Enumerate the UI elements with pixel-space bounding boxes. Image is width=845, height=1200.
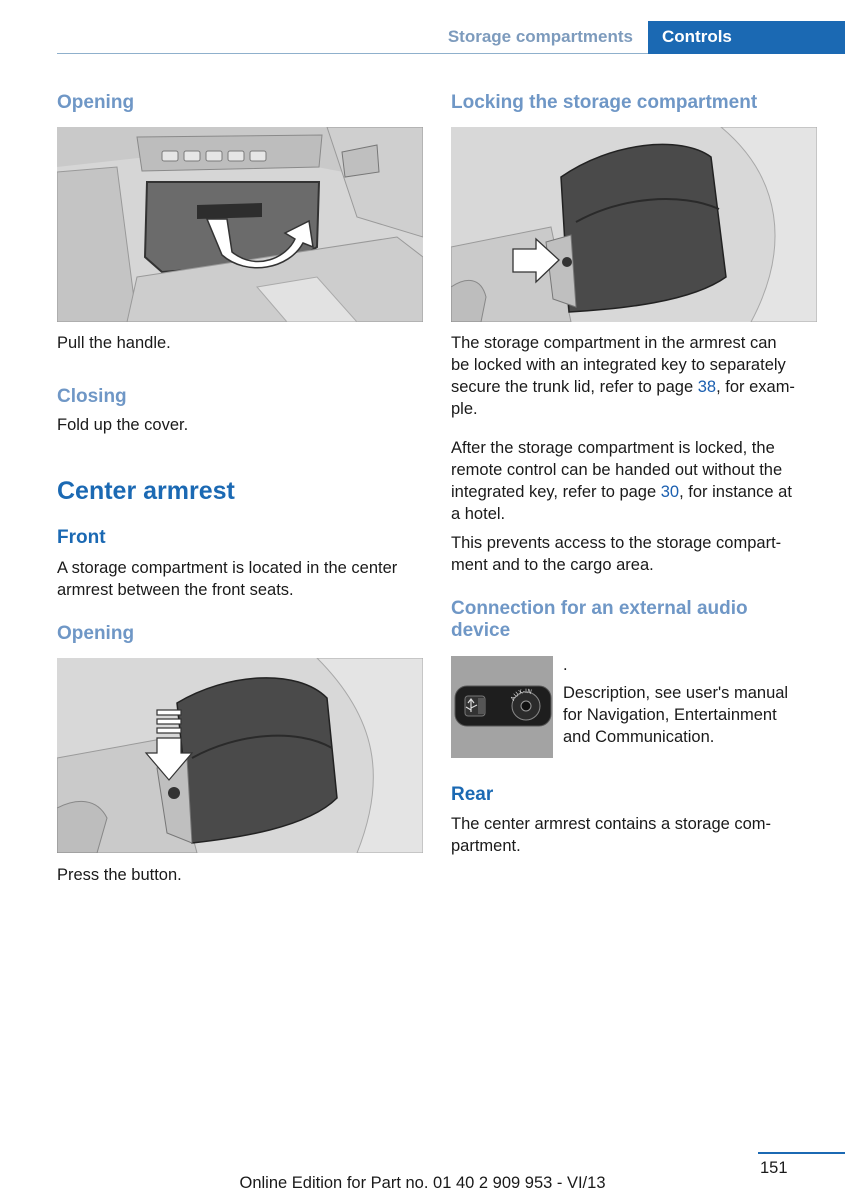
closing-heading: Closing: [57, 386, 127, 407]
page-30-link[interactable]: 30: [660, 483, 680, 501]
audio-description: [563, 654, 788, 748]
armrest-button-illustration: [57, 658, 423, 853]
text-line: [451, 376, 795, 398]
text-line: remote control can be handed out without the: [451, 461, 783, 479]
aux-in-label: AUX-IN: [509, 687, 533, 703]
text-segment: , for exam-: [716, 378, 795, 396]
text-line: be locked with an integrated key to separately: [451, 356, 786, 374]
center-armrest-heading: Center armrest: [57, 477, 235, 505]
text-segment: secure the trunk lid, refer to page: [451, 378, 698, 396]
footer-rule: [758, 1152, 845, 1154]
rear-heading: Rear: [451, 784, 494, 805]
text-line: a hotel.: [451, 505, 506, 523]
closing-text: Fold up the cover.: [57, 416, 189, 434]
text-segment: integrated key, refer to page: [451, 483, 661, 501]
pull-handle-caption: Pull the handle.: [57, 334, 171, 352]
locking-heading: Locking the storage compartment: [451, 92, 758, 113]
rear-text: [451, 813, 771, 857]
press-button-caption: Press the button.: [57, 866, 182, 884]
page-38-link[interactable]: 38: [697, 378, 717, 396]
glovebox-illustration: [57, 127, 423, 322]
front-text-line: armrest between the front seats.: [57, 581, 294, 599]
front-text: [57, 557, 397, 601]
text-line: Description, see user's manual: [563, 684, 789, 702]
text-line: ment and to the cargo area.: [451, 556, 654, 574]
text-line: The center armrest contains a storage com-: [451, 815, 772, 833]
armrest-lock-illustration: [451, 127, 817, 322]
text-line: partment.: [451, 837, 521, 855]
front-text-line: A storage compartment is located in the center: [57, 559, 398, 577]
locking-paragraph-2: [451, 437, 792, 525]
text-line: This prevents access to the storage compart-: [451, 534, 782, 552]
header-chapter-tab: [648, 21, 845, 54]
heading-line: Connection for an external audio: [451, 598, 748, 619]
audio-connection-heading: [451, 598, 748, 642]
locking-paragraph-1: [451, 332, 795, 420]
header-chapter-label: Controls: [662, 27, 732, 46]
edition-footer: Online Edition for Part no. 01 40 2 909 953 - VI/13: [239, 1174, 606, 1192]
page-number: 151: [760, 1159, 788, 1177]
text-line: [451, 481, 792, 503]
heading-line: device: [451, 620, 511, 641]
text-line: and Communication.: [563, 728, 715, 746]
text-line: .: [563, 656, 568, 674]
header-section-title: Storage compartments: [447, 27, 633, 46]
front-heading: Front: [57, 527, 106, 548]
text-line: for Navigation, Entertainment: [563, 706, 777, 724]
opening-heading-2: Opening: [57, 623, 135, 644]
opening-heading: Opening: [57, 92, 135, 113]
text-line: The storage compartment in the armrest can: [451, 334, 777, 352]
text-segment: , for instance at: [679, 483, 792, 501]
text-line: ple.: [451, 400, 478, 418]
usb-aux-port-illustration: [451, 656, 553, 758]
text-line: After the storage compartment is locked, the: [451, 439, 775, 457]
locking-paragraph-3: [451, 532, 781, 576]
